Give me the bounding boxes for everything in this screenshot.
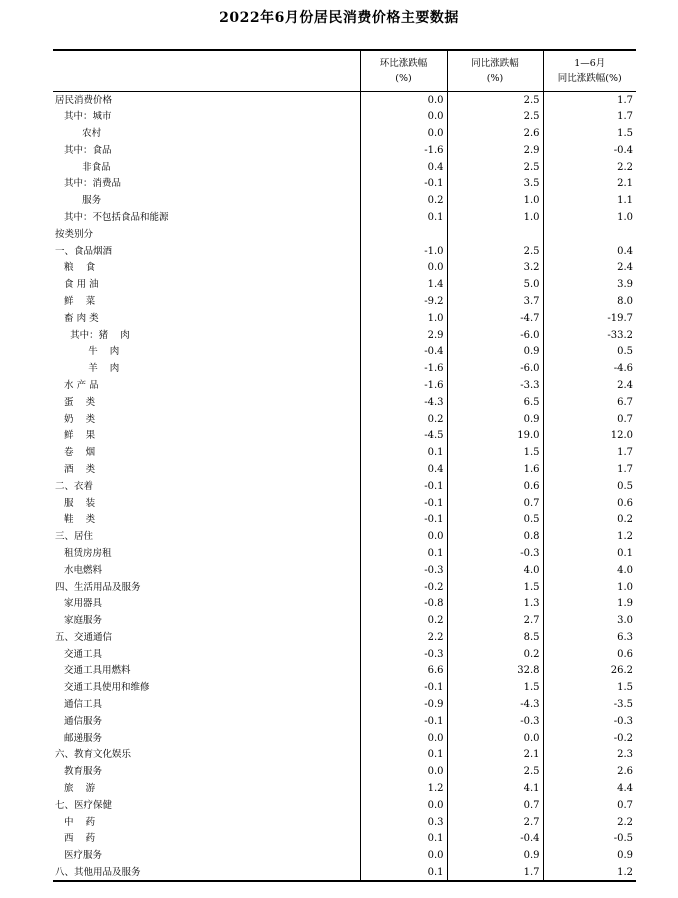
row-label: 居民消费价格 [55, 94, 113, 106]
row-yoy-value: -4.3 [447, 696, 543, 713]
table-row [53, 545, 636, 562]
row-ytd-value: -33.2 [543, 327, 636, 344]
row-mom-value: -0.1 [360, 478, 447, 495]
table-row [53, 864, 636, 881]
header-yoy-unit: (%) [486, 73, 504, 84]
row-mom-value: -0.1 [360, 511, 447, 528]
row-yoy-value: 2.1 [447, 747, 543, 764]
row-mom-value: -1.6 [360, 360, 447, 377]
row-ytd-value: 0.4 [543, 243, 636, 260]
row-label: 其中：消费品 [55, 178, 122, 190]
row-mom-value: -4.5 [360, 427, 447, 444]
row-yoy-value: 2.9 [447, 142, 543, 159]
row-mom-value: -1.6 [360, 377, 447, 394]
row-label: 奶 类 [55, 413, 96, 425]
row-label: 交通工具用燃料 [55, 665, 131, 677]
row-mom-value: 0.2 [360, 612, 447, 629]
row-yoy-value: 3.7 [447, 293, 543, 310]
row-ytd-value: 1.5 [543, 125, 636, 142]
table-row [53, 394, 636, 411]
row-label: 中 药 [55, 816, 96, 828]
row-ytd-value: 2.2 [543, 159, 636, 176]
row-label: 牛 肉 [55, 346, 120, 358]
table-row [53, 797, 636, 814]
row-ytd-value: 2.1 [543, 175, 636, 192]
row-label: 鲜 菜 [55, 295, 96, 307]
row-label: 其中：食品 [55, 144, 112, 156]
row-ytd-value: 1.5 [543, 679, 636, 696]
row-ytd-value: 1.1 [543, 192, 636, 209]
row-mom-value: 0.1 [360, 864, 447, 881]
row-label: 五、交通通信 [55, 631, 113, 643]
row-ytd-value: 2.6 [543, 763, 636, 780]
row-label: 通信服务 [55, 715, 103, 727]
table-header-row [53, 50, 636, 92]
table-row [53, 562, 636, 579]
table-row [53, 327, 636, 344]
row-mom-value: -0.3 [360, 646, 447, 663]
row-mom-value: 0.0 [360, 259, 447, 276]
row-label: 服 装 [55, 497, 96, 509]
row-ytd-value: 2.3 [543, 747, 636, 764]
table-row [53, 629, 636, 646]
table-row [53, 243, 636, 260]
row-yoy-value: -6.0 [447, 360, 543, 377]
row-label: 医疗服务 [55, 850, 103, 862]
table-row [53, 528, 636, 545]
row-label: 教育服务 [55, 766, 103, 778]
header-yoy [447, 50, 543, 92]
header-ytd [543, 50, 636, 92]
row-label: 鞋 类 [55, 514, 96, 526]
row-ytd-value: 12.0 [543, 427, 636, 444]
row-yoy-value: 2.5 [447, 243, 543, 260]
row-ytd-value: 3.0 [543, 612, 636, 629]
row-mom-value: 0.1 [360, 545, 447, 562]
row-ytd-value: -3.5 [543, 696, 636, 713]
row-mom-value: 0.0 [360, 528, 447, 545]
table-row [53, 511, 636, 528]
table-row [53, 411, 636, 428]
row-ytd-value: 1.9 [543, 595, 636, 612]
table-row [53, 192, 636, 209]
header-item-column [53, 50, 360, 92]
row-ytd-value: -19.7 [543, 310, 636, 327]
row-mom-value: 0.2 [360, 192, 447, 209]
row-yoy-value: 0.9 [447, 411, 543, 428]
row-mom-value: -0.2 [360, 579, 447, 596]
row-ytd-value: 26.2 [543, 663, 636, 680]
row-yoy-value: 8.5 [447, 629, 543, 646]
table-row [53, 679, 636, 696]
row-yoy-value: 1.7 [447, 864, 543, 881]
row-mom-value: 0.4 [360, 461, 447, 478]
row-ytd-value: 0.2 [543, 511, 636, 528]
row-mom-value: 0.0 [360, 730, 447, 747]
row-yoy-value: 32.8 [447, 663, 543, 680]
row-ytd-value: 6.3 [543, 629, 636, 646]
row-yoy-value: -0.3 [447, 713, 543, 730]
row-mom-value: -0.1 [360, 175, 447, 192]
row-yoy-value: 1.3 [447, 595, 543, 612]
row-yoy-value: 1.5 [447, 579, 543, 596]
table-row [53, 259, 636, 276]
row-ytd-value: -4.6 [543, 360, 636, 377]
row-label: 七、医疗保健 [55, 799, 113, 811]
row-yoy-value: 0.6 [447, 478, 543, 495]
row-label: 食 用 油 [55, 279, 99, 291]
row-label: 二、衣着 [55, 480, 94, 492]
row-yoy-value: 4.1 [447, 780, 543, 797]
row-yoy-value: 3.2 [447, 259, 543, 276]
header-mom [360, 50, 447, 92]
row-label: 交通工具使用和维修 [55, 682, 150, 694]
row-label: 畜 肉 类 [55, 312, 99, 324]
row-label: 蛋 类 [55, 396, 96, 408]
row-ytd-value: 0.9 [543, 847, 636, 864]
row-ytd-value: 1.7 [543, 461, 636, 478]
row-mom-value: -0.9 [360, 696, 447, 713]
row-label: 交通工具 [55, 648, 103, 660]
row-label: 酒 类 [55, 463, 96, 475]
header-ytd-label: 同比涨跌幅(%) [557, 73, 622, 84]
table-row [53, 780, 636, 797]
row-yoy-value: -6.0 [447, 327, 543, 344]
row-ytd-value: 2.2 [543, 814, 636, 831]
row-yoy-value: 2.7 [447, 814, 543, 831]
row-mom-value: -1.0 [360, 243, 447, 260]
header-mom-unit: (%) [395, 73, 412, 84]
row-ytd-value: 4.0 [543, 562, 636, 579]
row-ytd-value: -0.2 [543, 730, 636, 747]
table-row [53, 814, 636, 831]
row-label: 羊 肉 [55, 363, 120, 375]
row-label: 其中：不包括食品和能源 [55, 211, 169, 223]
header-mom-label: 环比涨跌幅 [379, 58, 428, 69]
row-ytd-value: 1.7 [543, 444, 636, 461]
row-mom-value: 0.0 [360, 797, 447, 814]
row-yoy-value: -0.4 [447, 831, 543, 848]
row-ytd-value: 1.0 [543, 209, 636, 226]
row-ytd-value: 0.1 [543, 545, 636, 562]
row-ytd-value: 1.2 [543, 864, 636, 881]
table-row [53, 276, 636, 293]
row-mom-value: -0.3 [360, 562, 447, 579]
table-row [53, 730, 636, 747]
row-yoy-value: 0.7 [447, 797, 543, 814]
header-ytd-period: 1—6月 [574, 58, 606, 69]
row-yoy-value: -0.3 [447, 545, 543, 562]
row-ytd-value: -0.5 [543, 831, 636, 848]
row-label: 按类别分 [55, 228, 94, 240]
table-row [53, 495, 636, 512]
table-row [53, 646, 636, 663]
row-mom-value: 6.6 [360, 663, 447, 680]
row-ytd-value: -0.3 [543, 713, 636, 730]
row-label: 四、生活用品及服务 [55, 581, 141, 593]
table-row [53, 696, 636, 713]
row-mom-value: 1.0 [360, 310, 447, 327]
row-ytd-value: 2.4 [543, 259, 636, 276]
row-ytd-value: 1.2 [543, 528, 636, 545]
row-label: 旅 游 [55, 783, 96, 795]
row-label: 服务 [55, 195, 102, 207]
row-label: 水 产 品 [55, 379, 99, 391]
row-ytd-value: 8.0 [543, 293, 636, 310]
row-yoy-value: 19.0 [447, 427, 543, 444]
table-row [53, 209, 636, 226]
row-label: 粮 食 [55, 262, 96, 274]
row-ytd-value: 2.4 [543, 377, 636, 394]
row-mom-value: -1.6 [360, 142, 447, 159]
row-yoy-value: 0.9 [447, 847, 543, 864]
row-mom-value: -9.2 [360, 293, 447, 310]
table-row [53, 747, 636, 764]
row-mom-value: 2.2 [360, 629, 447, 646]
table-row [53, 310, 636, 327]
row-label: 卷 烟 [55, 447, 96, 459]
row-mom-value: 0.3 [360, 814, 447, 831]
row-label: 家用器具 [55, 598, 103, 610]
table-row [53, 92, 636, 109]
table-row [53, 763, 636, 780]
row-ytd-value: 0.6 [543, 646, 636, 663]
row-ytd-value: 3.9 [543, 276, 636, 293]
row-ytd-value: 1.0 [543, 579, 636, 596]
table-row [53, 226, 636, 243]
row-label: 邮递服务 [55, 732, 103, 744]
row-label: 通信工具 [55, 699, 103, 711]
table-row [53, 427, 636, 444]
row-label: 非食品 [55, 161, 111, 173]
table-row [53, 159, 636, 176]
row-label: 其中：城市 [55, 111, 112, 123]
table-row [53, 847, 636, 864]
row-mom-value: 2.9 [360, 327, 447, 344]
table-row [53, 108, 636, 125]
row-mom-value [360, 226, 447, 243]
row-mom-value: 0.1 [360, 209, 447, 226]
row-label: 西 药 [55, 833, 96, 845]
table-row [53, 293, 636, 310]
row-yoy-value: 2.7 [447, 612, 543, 629]
row-mom-value: 0.1 [360, 444, 447, 461]
row-yoy-value: 2.5 [447, 92, 543, 109]
row-mom-value: 0.0 [360, 108, 447, 125]
row-yoy-value: 0.8 [447, 528, 543, 545]
row-ytd-value: 4.4 [543, 780, 636, 797]
row-yoy-value: 1.0 [447, 192, 543, 209]
row-mom-value: -0.1 [360, 495, 447, 512]
row-label: 租赁房房租 [55, 547, 112, 559]
row-ytd-value: 6.7 [543, 394, 636, 411]
table-row [53, 142, 636, 159]
row-mom-value: 0.0 [360, 125, 447, 142]
row-yoy-value: 1.6 [447, 461, 543, 478]
row-yoy-value: 0.7 [447, 495, 543, 512]
row-ytd-value: 1.7 [543, 108, 636, 125]
table-row [53, 663, 636, 680]
row-label: 六、教育文化娱乐 [55, 749, 132, 761]
row-label: 三、居住 [55, 531, 94, 543]
row-yoy-value: 1.5 [447, 444, 543, 461]
row-mom-value: 1.2 [360, 780, 447, 797]
row-mom-value: 0.0 [360, 92, 447, 109]
row-yoy-value: 2.5 [447, 108, 543, 125]
row-mom-value: 0.2 [360, 411, 447, 428]
row-ytd-value: 0.6 [543, 495, 636, 512]
table-row [53, 461, 636, 478]
row-label: 一、食品烟酒 [55, 245, 113, 257]
table-row [53, 713, 636, 730]
cpi-table [53, 49, 636, 882]
table-row [53, 595, 636, 612]
row-ytd-value: 0.5 [543, 478, 636, 495]
table-row [53, 343, 636, 360]
row-mom-value: -0.4 [360, 343, 447, 360]
row-mom-value: -0.1 [360, 713, 447, 730]
row-label: 家庭服务 [55, 615, 103, 627]
row-mom-value: -0.1 [360, 679, 447, 696]
table-body [53, 92, 636, 881]
row-yoy-value: -4.7 [447, 310, 543, 327]
row-yoy-value: 4.0 [447, 562, 543, 579]
row-yoy-value: 2.6 [447, 125, 543, 142]
table-row [53, 579, 636, 596]
row-label: 水电燃料 [55, 564, 103, 576]
page-title: 2022年6月份居民消费价格主要数据 [219, 10, 459, 26]
row-yoy-value [447, 226, 543, 243]
row-yoy-value: 0.5 [447, 511, 543, 528]
table-row [53, 125, 636, 142]
row-yoy-value: 6.5 [447, 394, 543, 411]
row-mom-value: 0.1 [360, 747, 447, 764]
row-mom-value: 0.0 [360, 763, 447, 780]
row-yoy-value: 1.0 [447, 209, 543, 226]
table-row [53, 175, 636, 192]
table-row [53, 360, 636, 377]
row-label: 八、其他用品及服务 [53, 864, 360, 881]
row-mom-value: -0.8 [360, 595, 447, 612]
row-ytd-value: 0.5 [543, 343, 636, 360]
row-yoy-value: 2.5 [447, 159, 543, 176]
row-label: 其中：猪 肉 [55, 329, 130, 341]
row-yoy-value: 0.2 [447, 646, 543, 663]
row-label: 鲜 果 [55, 430, 96, 442]
table-row [53, 612, 636, 629]
row-mom-value: 1.4 [360, 276, 447, 293]
row-mom-value: -4.3 [360, 394, 447, 411]
table-row [53, 831, 636, 848]
row-yoy-value: 5.0 [447, 276, 543, 293]
row-label: 农村 [55, 127, 102, 139]
row-yoy-value: 0.0 [447, 730, 543, 747]
row-mom-value: 0.1 [360, 831, 447, 848]
row-mom-value: 0.0 [360, 847, 447, 864]
row-yoy-value: 3.5 [447, 175, 543, 192]
row-ytd-value: -0.4 [543, 142, 636, 159]
header-yoy-label: 同比涨跌幅 [471, 58, 519, 69]
row-ytd-value: 0.7 [543, 797, 636, 814]
table-row [53, 444, 636, 461]
row-mom-value: 0.4 [360, 159, 447, 176]
row-yoy-value: 2.5 [447, 763, 543, 780]
row-yoy-value: 1.5 [447, 679, 543, 696]
row-ytd-value [543, 226, 636, 243]
row-ytd-value: 1.7 [543, 92, 636, 109]
table-row [53, 478, 636, 495]
table-row [53, 377, 636, 394]
row-yoy-value: -3.3 [447, 377, 543, 394]
row-yoy-value: 0.9 [447, 343, 543, 360]
row-ytd-value: 0.7 [543, 411, 636, 428]
